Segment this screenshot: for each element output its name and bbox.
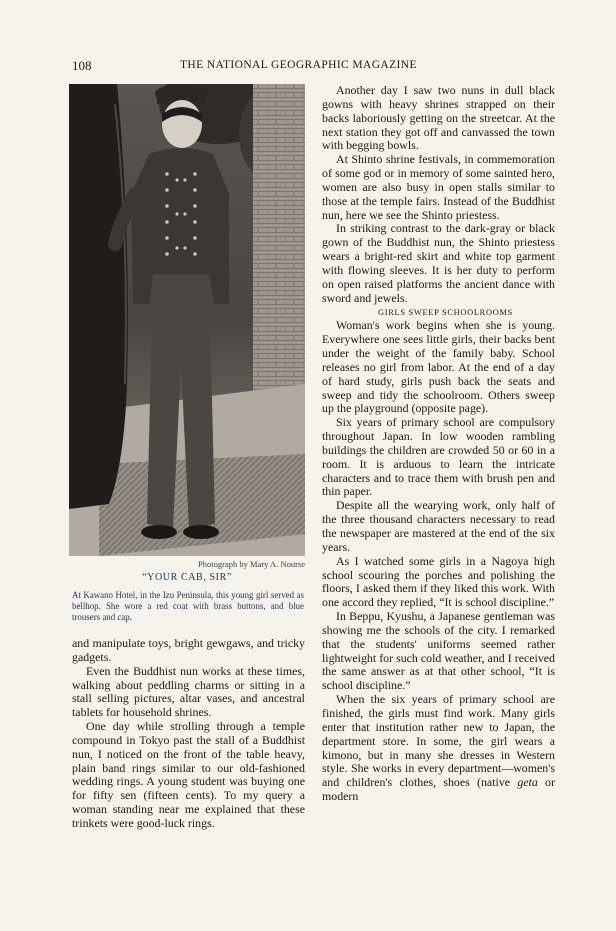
- photo-caption: At Kawano Hotel, in the Izu Peninsula, this young girl served as bellhop. She wore a red coat with brass buttons, and blue trousers and cap.: [72, 590, 304, 622]
- page-number: 108: [72, 58, 92, 73]
- italic-term: geta: [517, 775, 538, 790]
- photograph: [69, 84, 305, 556]
- paragraph: Another day I saw two nuns in dull black gowns with heavy shrines strapped on their backs laboriously getting on the streetcar. At the next station they got off and canvassed the town with begging bowls.: [322, 83, 555, 153]
- paragraph-last: [322, 693, 555, 804]
- paragraph: In striking contrast to the dark-gray or black gown of the Buddhist nun, the Shinto priestess wears a bright-red skirt and white top garment with flowing sleeves. It is her duty to perform on open raised platforms the ancient dance with sword and jewels.: [322, 221, 555, 305]
- photo-credit: Photograph by Mary A. Nourse: [198, 559, 305, 569]
- paragraph: Despite all the wearying work, only half of the three thousand characters necessary to read the newspaper are mastered at the end of the six years.: [322, 498, 555, 554]
- section-subheading: GIRLS SWEEP SCHOOLROOMS: [378, 307, 513, 317]
- left-column: [72, 637, 305, 831]
- paragraph: and manipulate toys, bright gewgaws, and tricky gadgets.: [72, 636, 305, 664]
- paragraph: At Shinto shrine festivals, in commemoration of some god or in memory of some sainted hero, women are also busy in open stalls similar to those at the temple fairs. Instead of the Buddhist nun, here we see the Shinto priestess.: [322, 152, 555, 222]
- paragraph-tail: or modern: [322, 775, 555, 804]
- right-column: [322, 84, 555, 804]
- paragraph: Six years of primary school are compulsory throughout Japan. In low wooden rambling buildings the children are crowded 50 or 60 in a room. It is arduous to learn the intricate characters and to trace them with brush pen and thin paper.: [322, 415, 555, 499]
- paragraph: As I watched some girls in a Nagoya high school scouring the porches and polishing the floors, I asked them if they liked this work. With one accord they replied, “It is school discipline.”: [322, 553, 555, 610]
- bellhop-photo-image: [69, 84, 305, 556]
- paragraph: One day while strolling through a temple compound in Tokyo past the stall of a Buddhist nun, I noticed on the front of the table heavy, plain band rings similar to our old-fashioned wedding rings. A young student was buying one for fifty sen (fifteen cents). To my query a woman standing near me explained that these trinkets were good-luck rings.: [72, 719, 305, 830]
- photo-title: “YOUR CAB, SIR”: [142, 572, 232, 583]
- paragraph-text: When the six years of primary school are finished, the girls must find work. Many girls enter that institution rather new to Japan, the department store. In some, the girl wears a kimono, but in many she dresses in Western style. She works in every department—women's and children's clothes, shoes (native: [322, 692, 555, 790]
- running-head: THE NATIONAL GEOGRAPHIC MAGAZINE: [180, 59, 417, 71]
- paragraph: Woman's work begins when she is young. Everywhere one sees little girls, their backs bent under the weight of the family baby. School releases no girl from labor. At the end of a day of hard study, girls push back the seats and sweep and tidy the schoolroom. Others sweep up the playground (opposite page).: [322, 318, 555, 416]
- paragraph: In Beppu, Kyushu, a Japanese gentleman was showing me the schools of the city. I remarked that the students' uniforms seemed rather lightweight for such cold weather, and I received the same answer as at that other school, “It is school discipline.”: [322, 609, 555, 693]
- paragraph: Even the Buddhist nun works at these times, walking about peddling charms or sitting in a stall selling pictures, altar vases, and ancestral tablets for household shrines.: [72, 663, 305, 720]
